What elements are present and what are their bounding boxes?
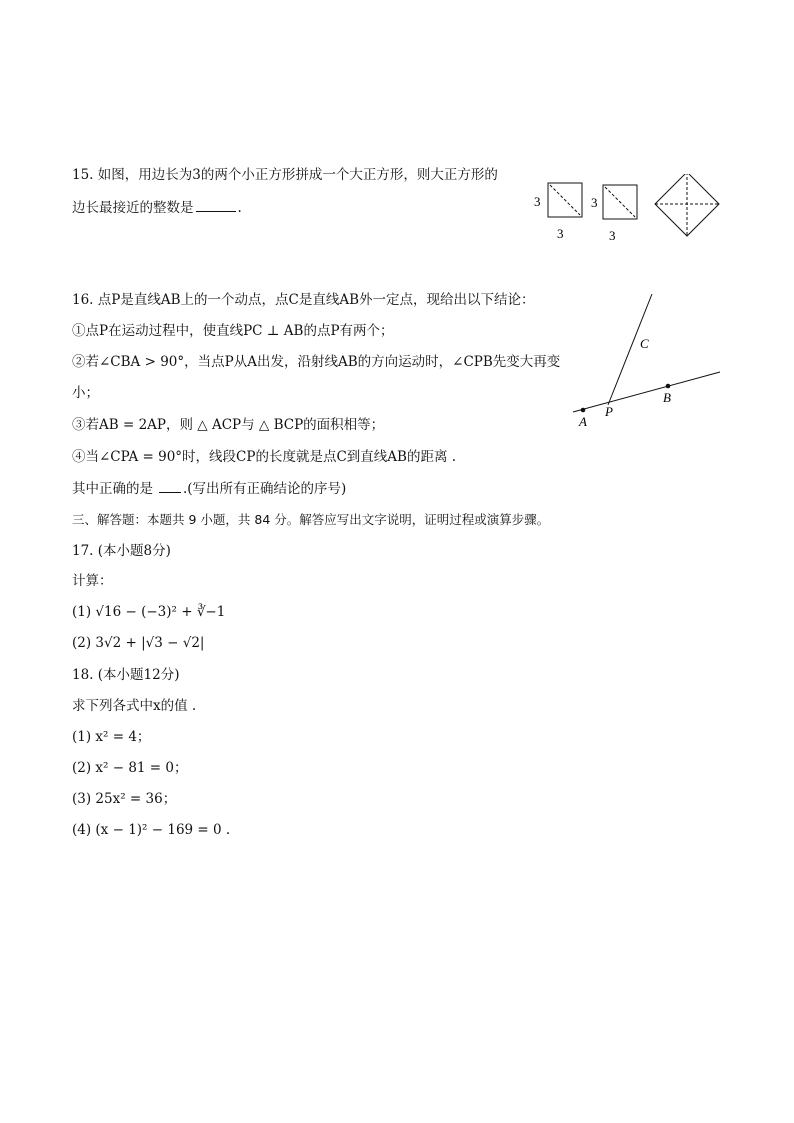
q18-part-4: (4) (x − 1)² − 169 = 0 . bbox=[72, 822, 231, 838]
q15-figure bbox=[528, 174, 728, 250]
section-3-header: 三、解答题：本题共 9 小题，共 84 分。解答应写出文字说明，证明过程或演算步骤。 bbox=[72, 512, 550, 527]
q16-answer-end: .(写出所有正确结论的序号) bbox=[183, 481, 347, 497]
label-p: P bbox=[605, 404, 613, 419]
q16-answer-line bbox=[72, 479, 346, 498]
q18-prompt: 求下列各式中x的值 . bbox=[72, 698, 197, 714]
q16-statement-2-line1: ②若∠CBA > 90°，当点P从A出发，沿射线AB的方向运动时，∠CPB先变大再变 bbox=[72, 354, 561, 370]
q17-part-2: (2) 3√2 + |√3 − √2| bbox=[72, 635, 205, 651]
q15-line2-end: . bbox=[237, 200, 242, 216]
q18-title: 18. (本小题12分) bbox=[72, 667, 180, 683]
q17-title: 17. (本小题8分) bbox=[72, 543, 171, 559]
q15-answer-blank bbox=[196, 198, 236, 212]
q16-statement-4: ④当∠CPA = 90°时，线段CP的长度就是点C到直线AB的距离 . bbox=[72, 449, 457, 465]
point-b bbox=[666, 384, 671, 389]
q16-statement-3: ③若AB = 2AP，则 △ ACP与 △ BCP的面积相等； bbox=[72, 417, 385, 433]
q18-part-1: (1) x² = 4； bbox=[72, 729, 151, 745]
q18-part-3: (3) 25x² = 36； bbox=[72, 791, 177, 807]
q16-answer-blank bbox=[159, 479, 181, 493]
q15-small-square-1 bbox=[548, 183, 582, 217]
q15-sq1-side-label: 3 bbox=[534, 194, 541, 209]
q15-sq2-bottom-label: 3 bbox=[609, 228, 616, 243]
q18-part-2: (2) x² − 81 = 0； bbox=[72, 760, 188, 776]
q15-sq1-bottom-label: 3 bbox=[557, 226, 564, 241]
q15-big-square bbox=[655, 174, 719, 236]
q15-line2-text: 边长最接近的整数是 bbox=[72, 200, 194, 216]
point-a bbox=[581, 408, 586, 413]
label-c: C bbox=[640, 336, 649, 351]
q15-sq2-side-label: 3 bbox=[591, 195, 598, 210]
q16-intro: 16. 点P是直线AB上的一个动点，点C是直线AB外一定点，现给出以下结论： bbox=[72, 292, 535, 308]
label-a: A bbox=[579, 414, 587, 429]
q17-part-1: (1) √16 − (−3)² + ∛−1 bbox=[72, 604, 226, 620]
q15-line1: 15. 如图，用边长为3的两个小正方形拼成一个大正方形，则大正方形的 bbox=[72, 167, 498, 183]
q15-line2 bbox=[72, 198, 242, 217]
q16-statement-1: ①点P在运动过程中，使直线PC ⊥ AB的点P有两个； bbox=[72, 323, 394, 339]
q15-small-square-2 bbox=[603, 185, 637, 219]
line-ab bbox=[573, 372, 720, 412]
q17-prompt: 计算： bbox=[72, 573, 113, 589]
label-b: B bbox=[663, 390, 671, 405]
q16-answer-text: 其中正确的是 bbox=[72, 481, 153, 497]
q16-figure bbox=[560, 288, 730, 440]
q16-statement-2-line2: 小； bbox=[72, 385, 99, 401]
